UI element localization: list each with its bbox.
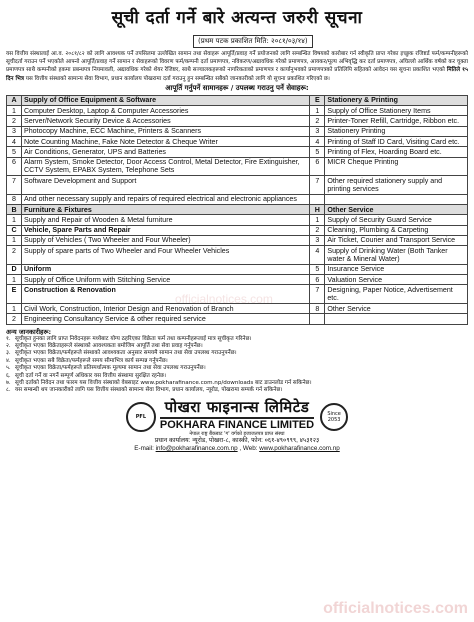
right-item-number: [310, 314, 325, 324]
left-item-number: C: [7, 225, 22, 235]
right-item-text: Supply of Drinking Water (Both Tanker water & Mineral Water): [325, 246, 468, 265]
watermark-corner: officialnotices.com: [323, 600, 468, 617]
table-row: [7, 225, 468, 235]
left-item-text: Server/Network Security Device & Accessories: [22, 116, 310, 126]
right-item-text: Valuation Service: [325, 275, 468, 285]
intro-deadline: मितिले १५ दिन भित्र: [6, 67, 468, 82]
note-number: १.: [6, 335, 11, 342]
left-item-text: Air Conditions, Generator, UPS and Batteries: [22, 147, 310, 157]
left-item-number: 1: [7, 304, 22, 314]
right-item-text: Designing, Paper Notice, Advertisement etc.: [325, 285, 468, 304]
table-row: [7, 264, 468, 274]
email-web-line: [6, 445, 468, 453]
table-row: [7, 157, 468, 176]
notice-title: सूची दर्ता गर्ने बारे अत्यन्त जरुरी सूचना: [111, 8, 363, 28]
table-row: [7, 147, 468, 157]
note-text: सूचीकृत हुनका लागि प्राप्त निवेदनहरू मध्येबाट योग्य ठहरिएका विक्रेता फर्म तथा कम्पनीहरूलाई मात्र सूचीकृत गरिनेछ।: [15, 335, 252, 342]
right-item-number: 7: [310, 285, 325, 304]
note-text: सूचीकृत भएका विक्रेता/फर्महरूले प्रतिस्पर्धात्मक मूल्यमा सामान तथा सेवा उपलब्ध गराउनुपर्नेछ।: [15, 365, 206, 372]
left-item-number: 7: [7, 176, 22, 195]
table-row: [7, 314, 468, 324]
left-item-text: Construction & Renovation: [22, 285, 310, 304]
note-item: [6, 373, 468, 380]
badge-since: Since: [327, 410, 341, 417]
right-item-text: Stationery & Printing: [325, 95, 468, 105]
right-item-text: Supply of Office Stationery Items: [325, 106, 468, 116]
left-item-number: 5: [7, 147, 22, 157]
left-item-text: Supply and Repair of Wooden & Metal furniture: [22, 215, 310, 225]
left-item-number: 3: [7, 126, 22, 136]
table-row: [7, 176, 468, 195]
table-row: [7, 275, 468, 285]
table-row: [7, 246, 468, 265]
right-item-number: 6: [310, 157, 325, 176]
table-row: [7, 235, 468, 245]
intro-text-1: यस वित्तीय संस्थालाई आ.व. २०८१/८२ को लागि आवश्यक पर्ने तपसिलमा उल्लेखित सामान तथा सेवाहरू आपूर्ति/प्रवाह गर्ने प्रयोजनको लागि सम्बन्धित विषयको कारोबार गर्न स्वीकृति प्राप्त गरेका इच्छुक रजिष्टर्ड फर्म/कम्पनीहरूको सूचीदर्ता गराउन पर्ने भएकोले आफ्नो आपूर्ति/प्रवाह गर्ने सामान र सेवाहरूको विवरण फर्म/कम्पनी दर्ता प्रमाणपत्र, नविकरण/अद्यावधिक गरेको प्रमाणपत्र, आयकर/मूल्य अभिवृद्धि कर दर्ता प्रमाणपत्र, अघिल्लो आर्थिक वर्षको कर चुक्ता प्रमाणपत्र साथै कम्पनीको हकमा प्रबन्धपत्र नियमावली, अद्यावधिक गरेको शेयर रेजिष्टर, साथै सञ्चालकहरूको नागरिकताको प्रमाणपत्र र कार्यानुभवको प्रमाणपत्रको प्रतिलिपि सहितको आवेदन यस सूचना प्रकाशित भएको: [6, 51, 468, 74]
left-item-number: 4: [7, 137, 22, 147]
left-item-text: Photocopy Machine, ECC Machine, Printers & Scanners: [22, 126, 310, 136]
left-item-text: Note Counting Machine, Fake Note Detector & Cheque Writer: [22, 137, 310, 147]
note-number: ४.: [6, 357, 11, 364]
note-item: [6, 365, 468, 372]
left-item-text: Vehicle, Spare Parts and Repair: [22, 225, 310, 235]
footer-brand: [6, 397, 468, 437]
left-item-number: 1: [7, 215, 22, 225]
left-item-number: 1: [7, 275, 22, 285]
left-item-number: 2: [7, 116, 22, 126]
note-number: ८.: [6, 387, 11, 394]
notice-intro: [6, 50, 468, 83]
left-item-text: Uniform: [22, 264, 310, 274]
brand-name-english: POKHARA FINANCE LIMITED: [159, 418, 315, 431]
right-item-text: Other required stationery supply and printing services: [325, 176, 468, 195]
company-logo: [126, 402, 156, 432]
right-item-number: 3: [310, 235, 325, 245]
contact-block: [6, 437, 468, 453]
left-item-text: Civil Work, Construction, Interior Design and Renovation of Branch: [22, 304, 310, 314]
right-item-number: 5: [310, 147, 325, 157]
right-item-text: Printing of Flex, Hoarding Board etc.: [325, 147, 468, 157]
watermark-middle: officialnotices.com: [175, 292, 273, 306]
right-item-text: Printing of Staff ID Card, Visiting Card etc.: [325, 137, 468, 147]
email-label: E-mail:: [134, 444, 156, 452]
brand-block: [160, 397, 314, 437]
right-item-text: [325, 314, 468, 324]
left-item-text: Computer Desktop, Laptop & Computer Accessories: [22, 106, 310, 116]
table-row: [7, 95, 468, 105]
note-item: [6, 336, 468, 343]
right-item-number: 5: [310, 264, 325, 274]
right-item-text: Supply of Security Guard Service: [325, 215, 468, 225]
right-item-number: 4: [310, 246, 325, 265]
table-row: [7, 194, 468, 204]
right-item-text: [325, 194, 468, 204]
intro-text-2: यस वित्तीय संस्थाको सामान्य सेवा विभाग, प्रधान कार्यालय पोखरामा दर्ता गराउनु हुन सम्बन्धित सबैको जानकारीको लागि यो सूचना प्रकाशित गरिएको छ।: [25, 75, 330, 82]
note-number: ३.: [6, 350, 11, 357]
note-text: यस सम्बन्धी थप जानकारीको लागि यस वित्तीय संस्थाको सामान्य सेवा विभाग, प्रधान कार्यालय, न्यूरोड, पोखरामा सम्पर्क गर्न सकिनेछ।: [15, 387, 283, 394]
note-text: सूचीकृत भएका विक्रेता/फर्महरूले संस्थाको आवश्यकता अनुसार समयमै सामान तथा सेवा उपलब्ध गराउनुपर्नेछ।: [15, 350, 237, 357]
note-number: ५.: [6, 365, 11, 372]
notes-list: [6, 336, 468, 395]
left-item-number: 2: [7, 314, 22, 324]
right-item-text: Other Service: [325, 304, 468, 314]
note-text: सूचीकृत भएका सबै विक्रेता/फर्महरूले समय सीमाभित्र कार्य सम्पन्न गर्नुपर्नेछ।: [15, 357, 168, 364]
table-row: [7, 205, 468, 215]
since-badge: [320, 403, 348, 431]
left-item-text: Alarm System, Smoke Detector, Door Access Control, Metal Detector, Fire Extinguisher, CCTV System, EPABX System, Telephone Sets: [22, 157, 310, 176]
left-item-text: Supply of spare parts of Two Wheeler and Four Wheeler Vehicles: [22, 246, 310, 265]
right-item-number: 2: [310, 116, 325, 126]
left-item-text: Supply of Vehicles ( Two Wheeler and Four Wheeler): [22, 235, 310, 245]
table-row: [7, 116, 468, 126]
right-item-number: 8: [310, 304, 325, 314]
left-item-number: 1: [7, 106, 22, 116]
notes-title: अन्य जानकारीहरू:: [6, 327, 52, 336]
note-number: ७.: [6, 380, 11, 387]
email-link[interactable]: info@pokharafinance.com.np: [155, 444, 238, 452]
left-item-text: And other necessary supply and repairs of required electrical and electronic appliances: [22, 194, 310, 204]
right-item-text: Insurance Service: [325, 264, 468, 274]
left-item-text: Furniture & Fixtures: [22, 205, 310, 215]
note-text: सूची दर्ताको निवेदन तथा फारम यस वित्तीय संस्थाको वेबसाइट www.pokharafinance.com.np/downloads बाट डाउनलोड गर्न सकिनेछ।: [15, 380, 312, 387]
right-item-number: 1: [310, 215, 325, 225]
left-item-number: 8: [7, 194, 22, 204]
left-item-number: A: [7, 95, 22, 105]
right-item-number: E: [310, 95, 325, 105]
table-row: [7, 137, 468, 147]
note-item: [6, 350, 468, 357]
publication-date: (प्रथम पटक प्रकाशित मिति: २०८१/०३/१४): [193, 35, 313, 48]
right-item-number: 7: [310, 176, 325, 195]
table-caption: आपूर्ति गर्नुपर्ने सामानहरू / उपलब्ध गराउनु पर्ने सेवाहरू:: [165, 83, 309, 92]
left-item-number: D: [7, 264, 22, 274]
right-item-number: 6: [310, 275, 325, 285]
note-text: सूचीकृत भएका विक्रेताहरूले संस्थाको आवश्यकता बमोजिम आपूर्ति तथा सेवा प्रवाह गर्नुपर्नेछ।: [15, 343, 203, 350]
right-item-text: Printer-Toner Refill, Cartridge, Ribbon etc.: [325, 116, 468, 126]
left-item-text: Supply of Office Equipment & Software: [22, 95, 310, 105]
logo-text: PFL: [135, 413, 147, 420]
left-item-number: 2: [7, 246, 22, 265]
right-item-text: Stationery Printing: [325, 126, 468, 136]
website-link[interactable]: www.pokharafinance.com.np: [259, 444, 340, 452]
items-table: [6, 95, 468, 325]
right-item-number: [310, 194, 325, 204]
note-text: सूची दर्ता गर्ने वा नगर्ने सम्पूर्ण अधिकार यस वित्तीय संस्थामा सुरक्षित रहनेछ।: [15, 372, 167, 379]
right-item-text: Other Service: [325, 205, 468, 215]
left-item-text: Engineering Consultancy Service & other required service: [22, 314, 310, 324]
left-item-number: B: [7, 205, 22, 215]
brand-tagline: नेपाल राष्ट्र बैंकबाट 'ग' वर्गको इजाजतपत्र प्राप्त संस्था: [189, 430, 285, 437]
right-item-text: MICR Cheque Printing: [325, 157, 468, 176]
right-item-number: 2: [310, 225, 325, 235]
table-row: [7, 215, 468, 225]
brand-name-nepali: पोखरा फाइनान्स लिमिटेड: [164, 397, 310, 416]
right-item-text: Air Ticket, Courier and Transport Service: [325, 235, 468, 245]
table-row: [7, 106, 468, 116]
note-number: २.: [6, 343, 11, 350]
right-item-number: 1: [310, 106, 325, 116]
left-item-text: Software Development and Support: [22, 176, 310, 195]
note-item: [6, 387, 468, 394]
badge-year: 2053: [327, 416, 341, 423]
left-item-text: Supply of Office Uniform with Stitching Service: [22, 275, 310, 285]
right-item-number: 3: [310, 126, 325, 136]
web-label: , Web:: [239, 444, 260, 452]
left-item-number: E: [7, 285, 22, 304]
right-item-number: H: [310, 205, 325, 215]
right-item-number: 4: [310, 137, 325, 147]
note-number: ६.: [6, 372, 11, 379]
right-item-text: Cleaning, Plumbing & Carpeting: [325, 225, 468, 235]
head-office-line: प्रधान कार्यालय: न्यूरोड, पोखरा-८, कास्की, फोन: ०६१-४९०९९९, ४५३१२३: [154, 436, 320, 444]
left-item-number: 6: [7, 157, 22, 176]
left-item-number: 1: [7, 235, 22, 245]
table-row: [7, 126, 468, 136]
